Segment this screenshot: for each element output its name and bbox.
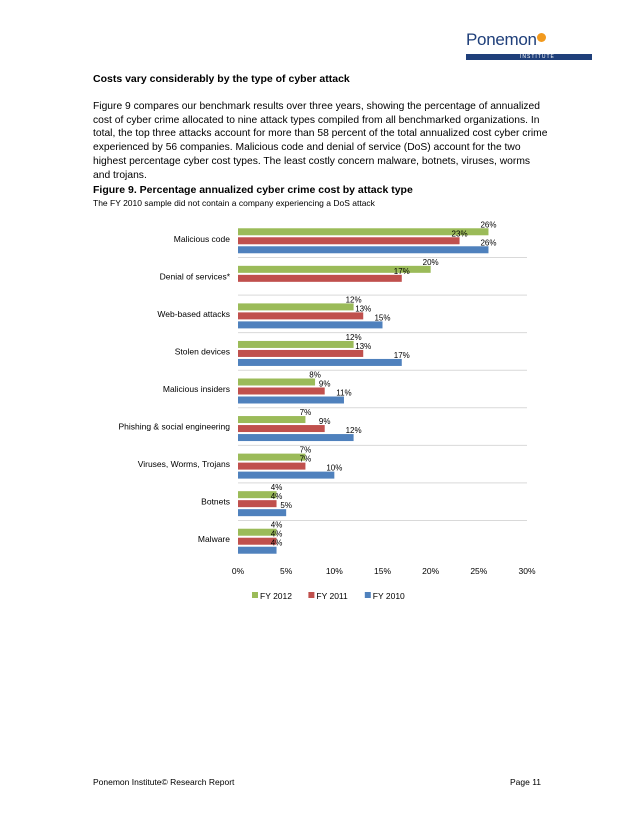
category-label: Phishing & social engineering: [118, 421, 230, 432]
bar-fy-2011: [238, 275, 402, 282]
bar-fy-2010: [238, 397, 344, 404]
bar-fy-2011: [238, 350, 363, 357]
bar-fy-2011: [238, 425, 325, 432]
figure-title: Figure 9. Percentage annualized cyber crime cost by attack type: [93, 184, 413, 196]
category-label: Malicious code: [173, 233, 230, 244]
data-label-fy-2011: 7%: [299, 454, 312, 464]
legend-swatch-fy-2010: [365, 592, 371, 598]
data-label-fy-2011: 4%: [270, 492, 283, 502]
bar-fy-2012: [238, 341, 354, 348]
data-label-fy-2012: 26%: [480, 220, 497, 230]
bar-fy-2010: [238, 509, 286, 516]
legend-swatch-fy-2011: [308, 592, 314, 598]
category-label: Denial of services*: [159, 271, 230, 282]
legend-label-fy-2012: FY 2012: [260, 591, 292, 601]
data-label-fy-2012: 20%: [422, 257, 439, 267]
x-tick-label: 30%: [518, 566, 536, 576]
x-tick-label: 15%: [373, 566, 392, 576]
data-label-fy-2010: 12%: [345, 426, 362, 436]
bar-fy-2010: [238, 472, 334, 479]
data-label-fy-2010: 5%: [280, 501, 292, 511]
legend-label-fy-2011: FY 2011: [316, 591, 348, 601]
category-label: Botnets: [201, 496, 230, 507]
data-label-fy-2012: 12%: [345, 332, 362, 342]
data-label-fy-2010: 10%: [326, 463, 343, 473]
bar-fy-2011: [238, 463, 305, 470]
category-label: Viruses, Worms, Trojans: [137, 459, 230, 470]
section-title: Costs vary considerably by the type of cyber attack: [93, 73, 350, 85]
x-tick-label: 20%: [422, 566, 440, 576]
figure-subtitle: The FY 2010 sample did not contain a company experiencing a DoS attack: [93, 198, 375, 208]
data-label-fy-2010: 4%: [270, 538, 283, 548]
data-label-fy-2010: 11%: [336, 388, 352, 398]
bar-fy-2010: [238, 246, 488, 253]
category-label: Stolen devices: [174, 346, 230, 357]
data-label-fy-2010: 17%: [393, 350, 410, 360]
data-label-fy-2012: 4%: [270, 483, 283, 493]
data-label-fy-2011: 23%: [451, 229, 468, 239]
bar-fy-2011: [238, 312, 363, 319]
legend-swatch-fy-2012: [252, 592, 258, 598]
bar-fy-2011: [238, 388, 325, 395]
x-tick-label: 5%: [280, 566, 293, 576]
legend-label-fy-2010: FY 2010: [372, 591, 405, 601]
x-tick-label: 0%: [231, 566, 245, 576]
bar-fy-2012: [238, 379, 315, 386]
data-label-fy-2010: 15%: [374, 313, 391, 323]
data-label-fy-2011: 9%: [318, 417, 331, 427]
category-label: Web-based attacks: [157, 308, 230, 319]
data-label-fy-2011: 9%: [318, 379, 331, 389]
data-label-fy-2011: 4%: [270, 529, 283, 539]
bar-fy-2010: [238, 359, 402, 366]
data-label-fy-2012: 7%: [299, 408, 312, 418]
data-label-fy-2011: 13%: [355, 304, 372, 314]
bar-fy-2011: [238, 500, 277, 507]
bar-fy-2012: [238, 303, 354, 310]
data-label-fy-2012: 12%: [345, 295, 362, 305]
bar-fy-2011: [238, 237, 460, 244]
logo-subtext: INSTITUTE: [520, 54, 555, 60]
x-tick-label: 10%: [325, 566, 343, 576]
data-label-fy-2011: 13%: [355, 341, 372, 351]
footer-report-name: Ponemon Institute© Research Report: [93, 777, 235, 787]
footer-page-number: Page 11: [510, 777, 542, 787]
bar-fy-2012: [238, 416, 305, 423]
data-label-fy-2010: 26%: [480, 238, 497, 248]
category-label: Malware: [197, 534, 230, 545]
data-label-fy-2012: 7%: [299, 445, 312, 455]
data-label-fy-2012: 4%: [270, 520, 283, 530]
data-label-fy-2011: 17%: [393, 266, 410, 276]
bar-fy-2012: [238, 454, 305, 461]
data-label-fy-2012: 8%: [309, 370, 321, 380]
category-label: Malicious insiders: [162, 384, 230, 394]
bar-fy-2010: [238, 434, 354, 441]
bar-fy-2010: [238, 321, 383, 328]
body-paragraph: Figure 9 compares our benchmark results over three years, showing the percentage of annualized cost of cyber crime allocated to nine attack types compiled from all benchmarked organizations. In total, the top three attacks account for more than 58 percent of the total annualized cost cyber crime experienced by 56 companies. Malicious code and denial of service (DoS) account for the two highest percentage cyber cost types. The least costly concern malware, botnets, viruses, worms and trojans.: [93, 101, 548, 181]
x-tick-label: 25%: [470, 566, 488, 576]
logo-wordmark: Ponemon: [466, 30, 537, 49]
bar-fy-2010: [238, 547, 277, 554]
